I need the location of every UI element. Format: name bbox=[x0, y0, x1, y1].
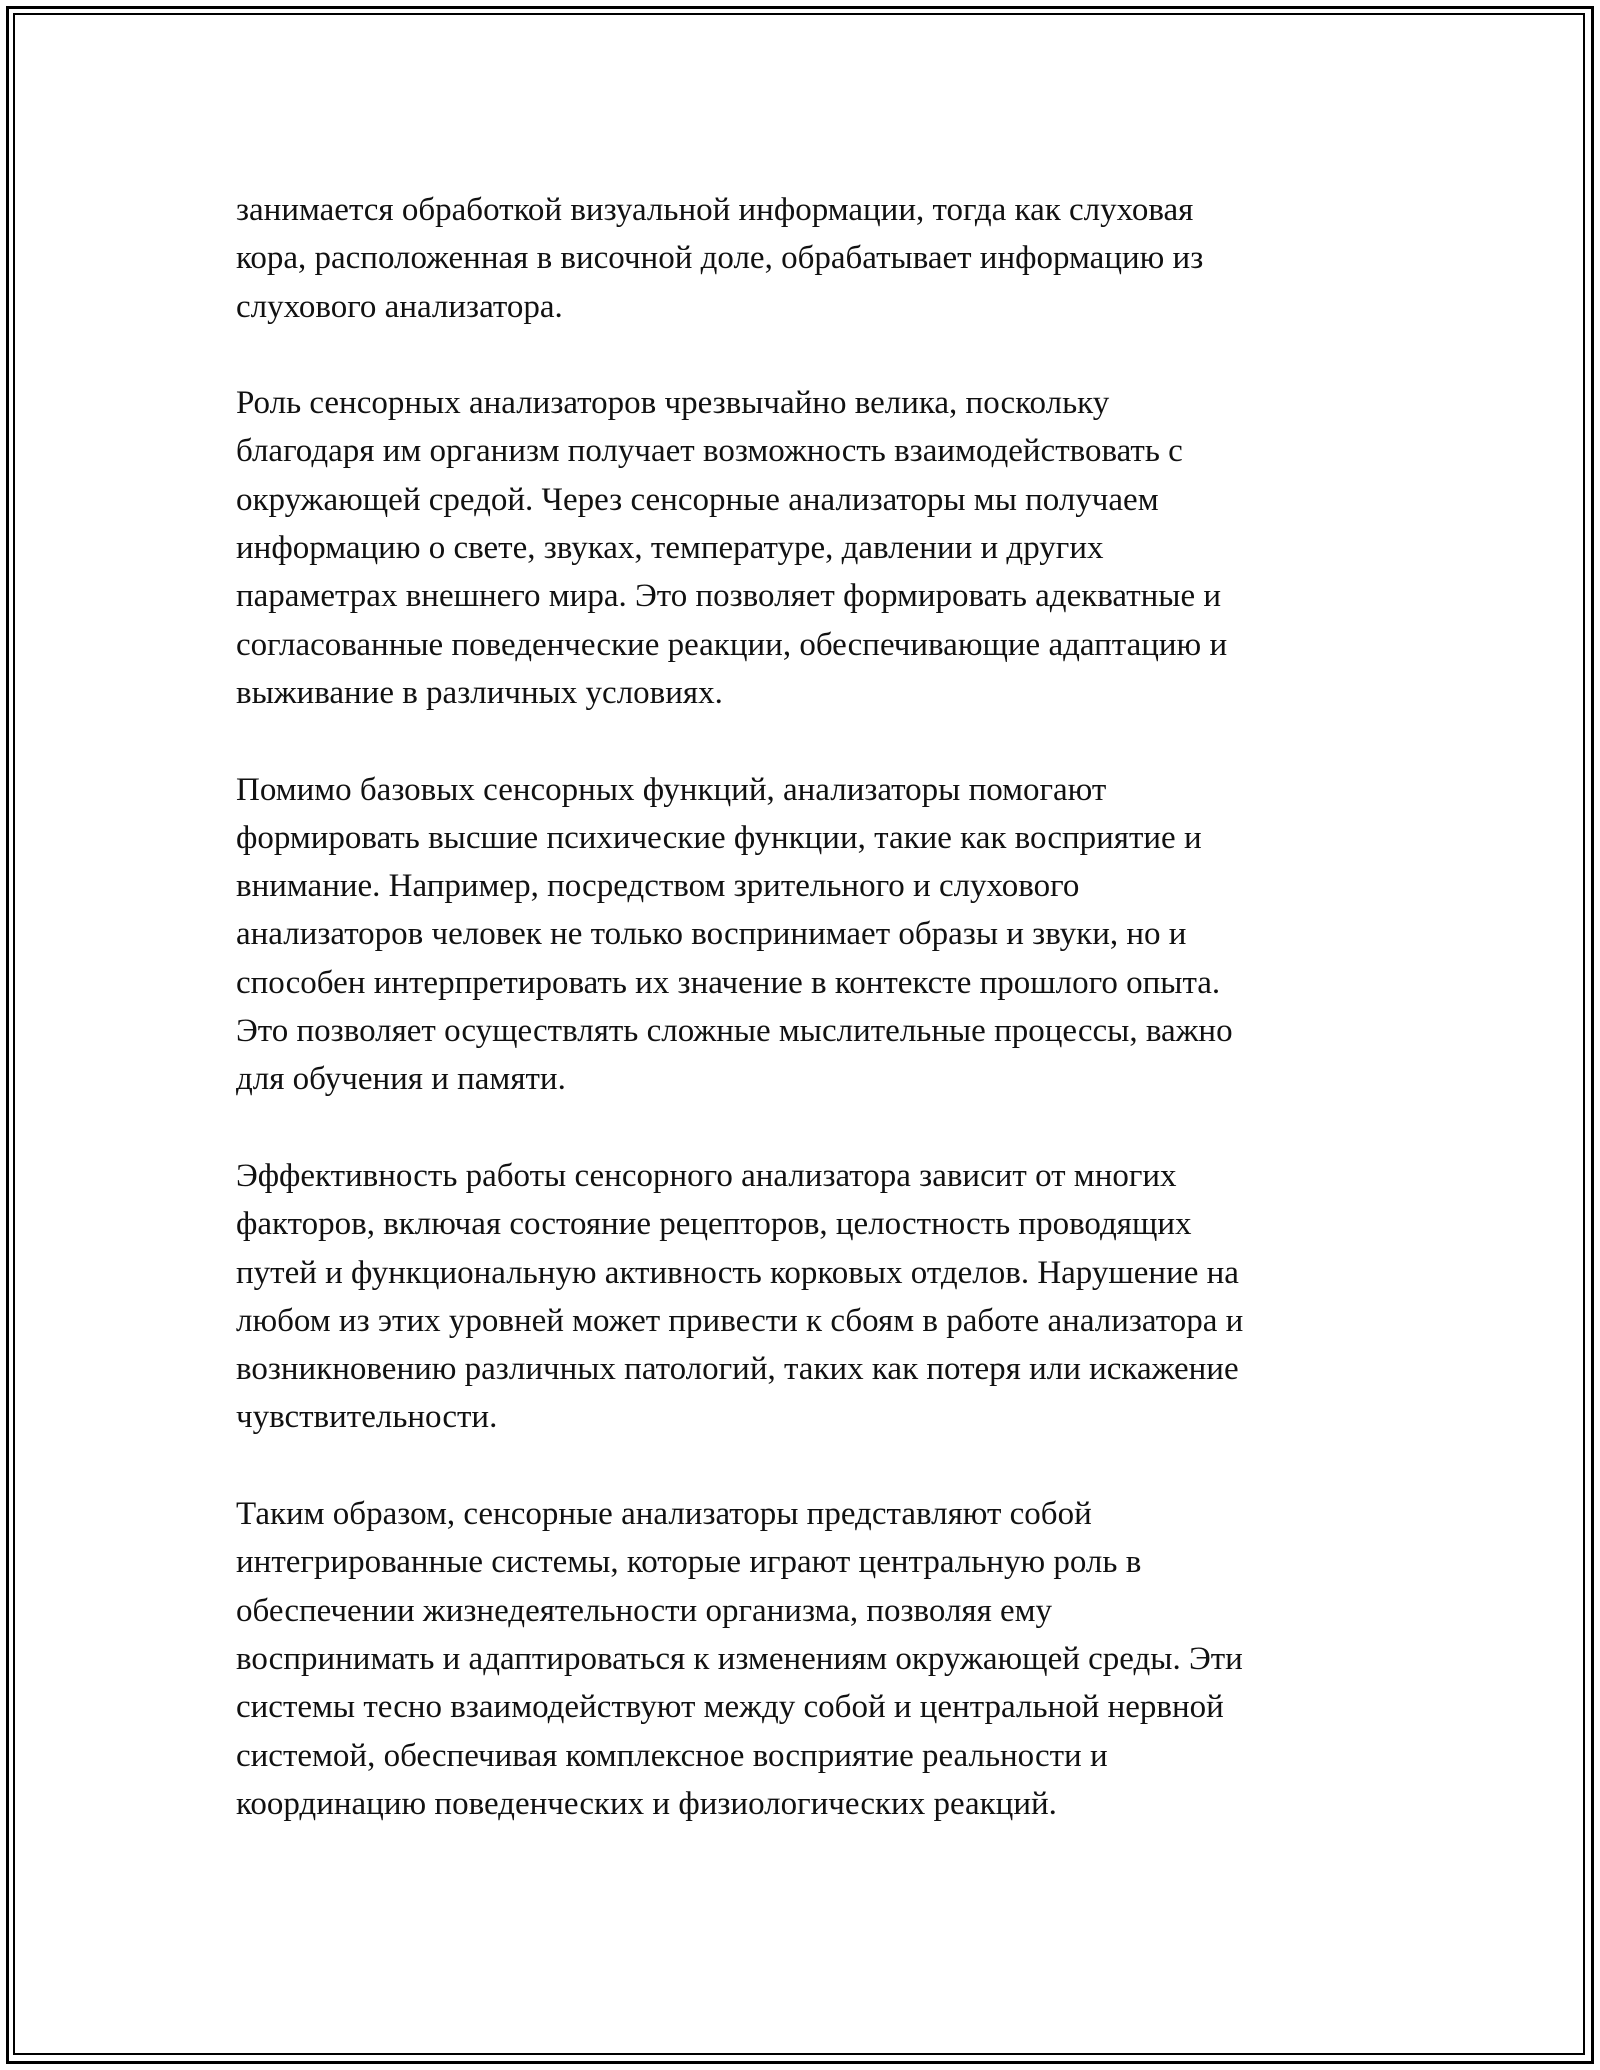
text-line: согласованные поведенческие реакции, обеспечивающие адаптацию и bbox=[236, 626, 1228, 663]
paragraph-1 bbox=[236, 186, 1376, 331]
text-line: Таким образом, сенсорные анализаторы представляют собой bbox=[236, 1496, 1092, 1533]
text-line: интегрированные системы, которые играют центральную роль в bbox=[236, 1544, 1142, 1581]
text-line: координацию поведенческих и физиологических реакций. bbox=[236, 1785, 1057, 1822]
text-line: путей и функциональную активность корковых отделов. Нарушение на bbox=[236, 1254, 1239, 1291]
text-line: окружающей средой. Через сенсорные анализаторы мы получаем bbox=[236, 481, 1159, 518]
text-line: Эффективность работы сенсорного анализатора зависит от многих bbox=[236, 1157, 1177, 1194]
text-line: Помимо базовых сенсорных функций, анализаторы помогают bbox=[236, 771, 1107, 808]
paragraph-5 bbox=[236, 1490, 1376, 1828]
text-line: кора, расположенная в височной доле, обрабатывает информацию из bbox=[236, 240, 1204, 277]
text-line: параметрах внешнего мира. Это позволяет формировать адекватные и bbox=[236, 578, 1222, 615]
text-line: способен интерпретировать их значение в контексте прошлого опыта. bbox=[236, 964, 1221, 1001]
paragraph-3 bbox=[236, 766, 1376, 1104]
text-line: информацию о свете, звуках, температуре, давлении и других bbox=[236, 530, 1104, 567]
text-line: воспринимать и адаптироваться к изменениям окружающей среды. Эти bbox=[236, 1640, 1243, 1677]
text-line: выживание в различных условиях. bbox=[236, 674, 723, 711]
text-line: Роль сенсорных анализаторов чрезвычайно велика, поскольку bbox=[236, 385, 1110, 422]
text-line: внимание. Например, посредством зрительного и слухового bbox=[236, 868, 1080, 905]
text-line: для обучения и памяти. bbox=[236, 1061, 566, 1098]
paragraph-4 bbox=[236, 1152, 1376, 1442]
text-line: системой, обеспечивая комплексное восприятие реальности и bbox=[236, 1737, 1108, 1774]
paragraph-2 bbox=[236, 379, 1376, 717]
text-line: анализаторов человек не только воспринимает образы и звуки, но и bbox=[236, 916, 1187, 953]
text-line: слухового анализатора. bbox=[236, 288, 563, 325]
text-line: благодаря им организм получает возможность взаимодействовать с bbox=[236, 433, 1183, 470]
text-line: Это позволяет осуществлять сложные мыслительные процессы, важно bbox=[236, 1013, 1233, 1050]
text-line: чувствительности. bbox=[236, 1399, 498, 1436]
text-line: возникновению различных патологий, таких как потеря или искажение bbox=[236, 1351, 1239, 1388]
document-body bbox=[236, 186, 1376, 1828]
text-line: обеспечении жизнедеятельности организма, позволяя ему bbox=[236, 1592, 1053, 1629]
text-line: системы тесно взаимодействуют между собой и центральной нервной bbox=[236, 1689, 1224, 1726]
text-line: занимается обработкой визуальной информации, тогда как слуховая bbox=[236, 192, 1194, 228]
text-line: любом из этих уровней может привести к сбоям в работе анализатора и bbox=[236, 1302, 1244, 1339]
text-line: факторов, включая состояние рецепторов, целостность проводящих bbox=[236, 1206, 1192, 1243]
text-line: формировать высшие психические функции, такие как восприятие и bbox=[236, 819, 1202, 856]
